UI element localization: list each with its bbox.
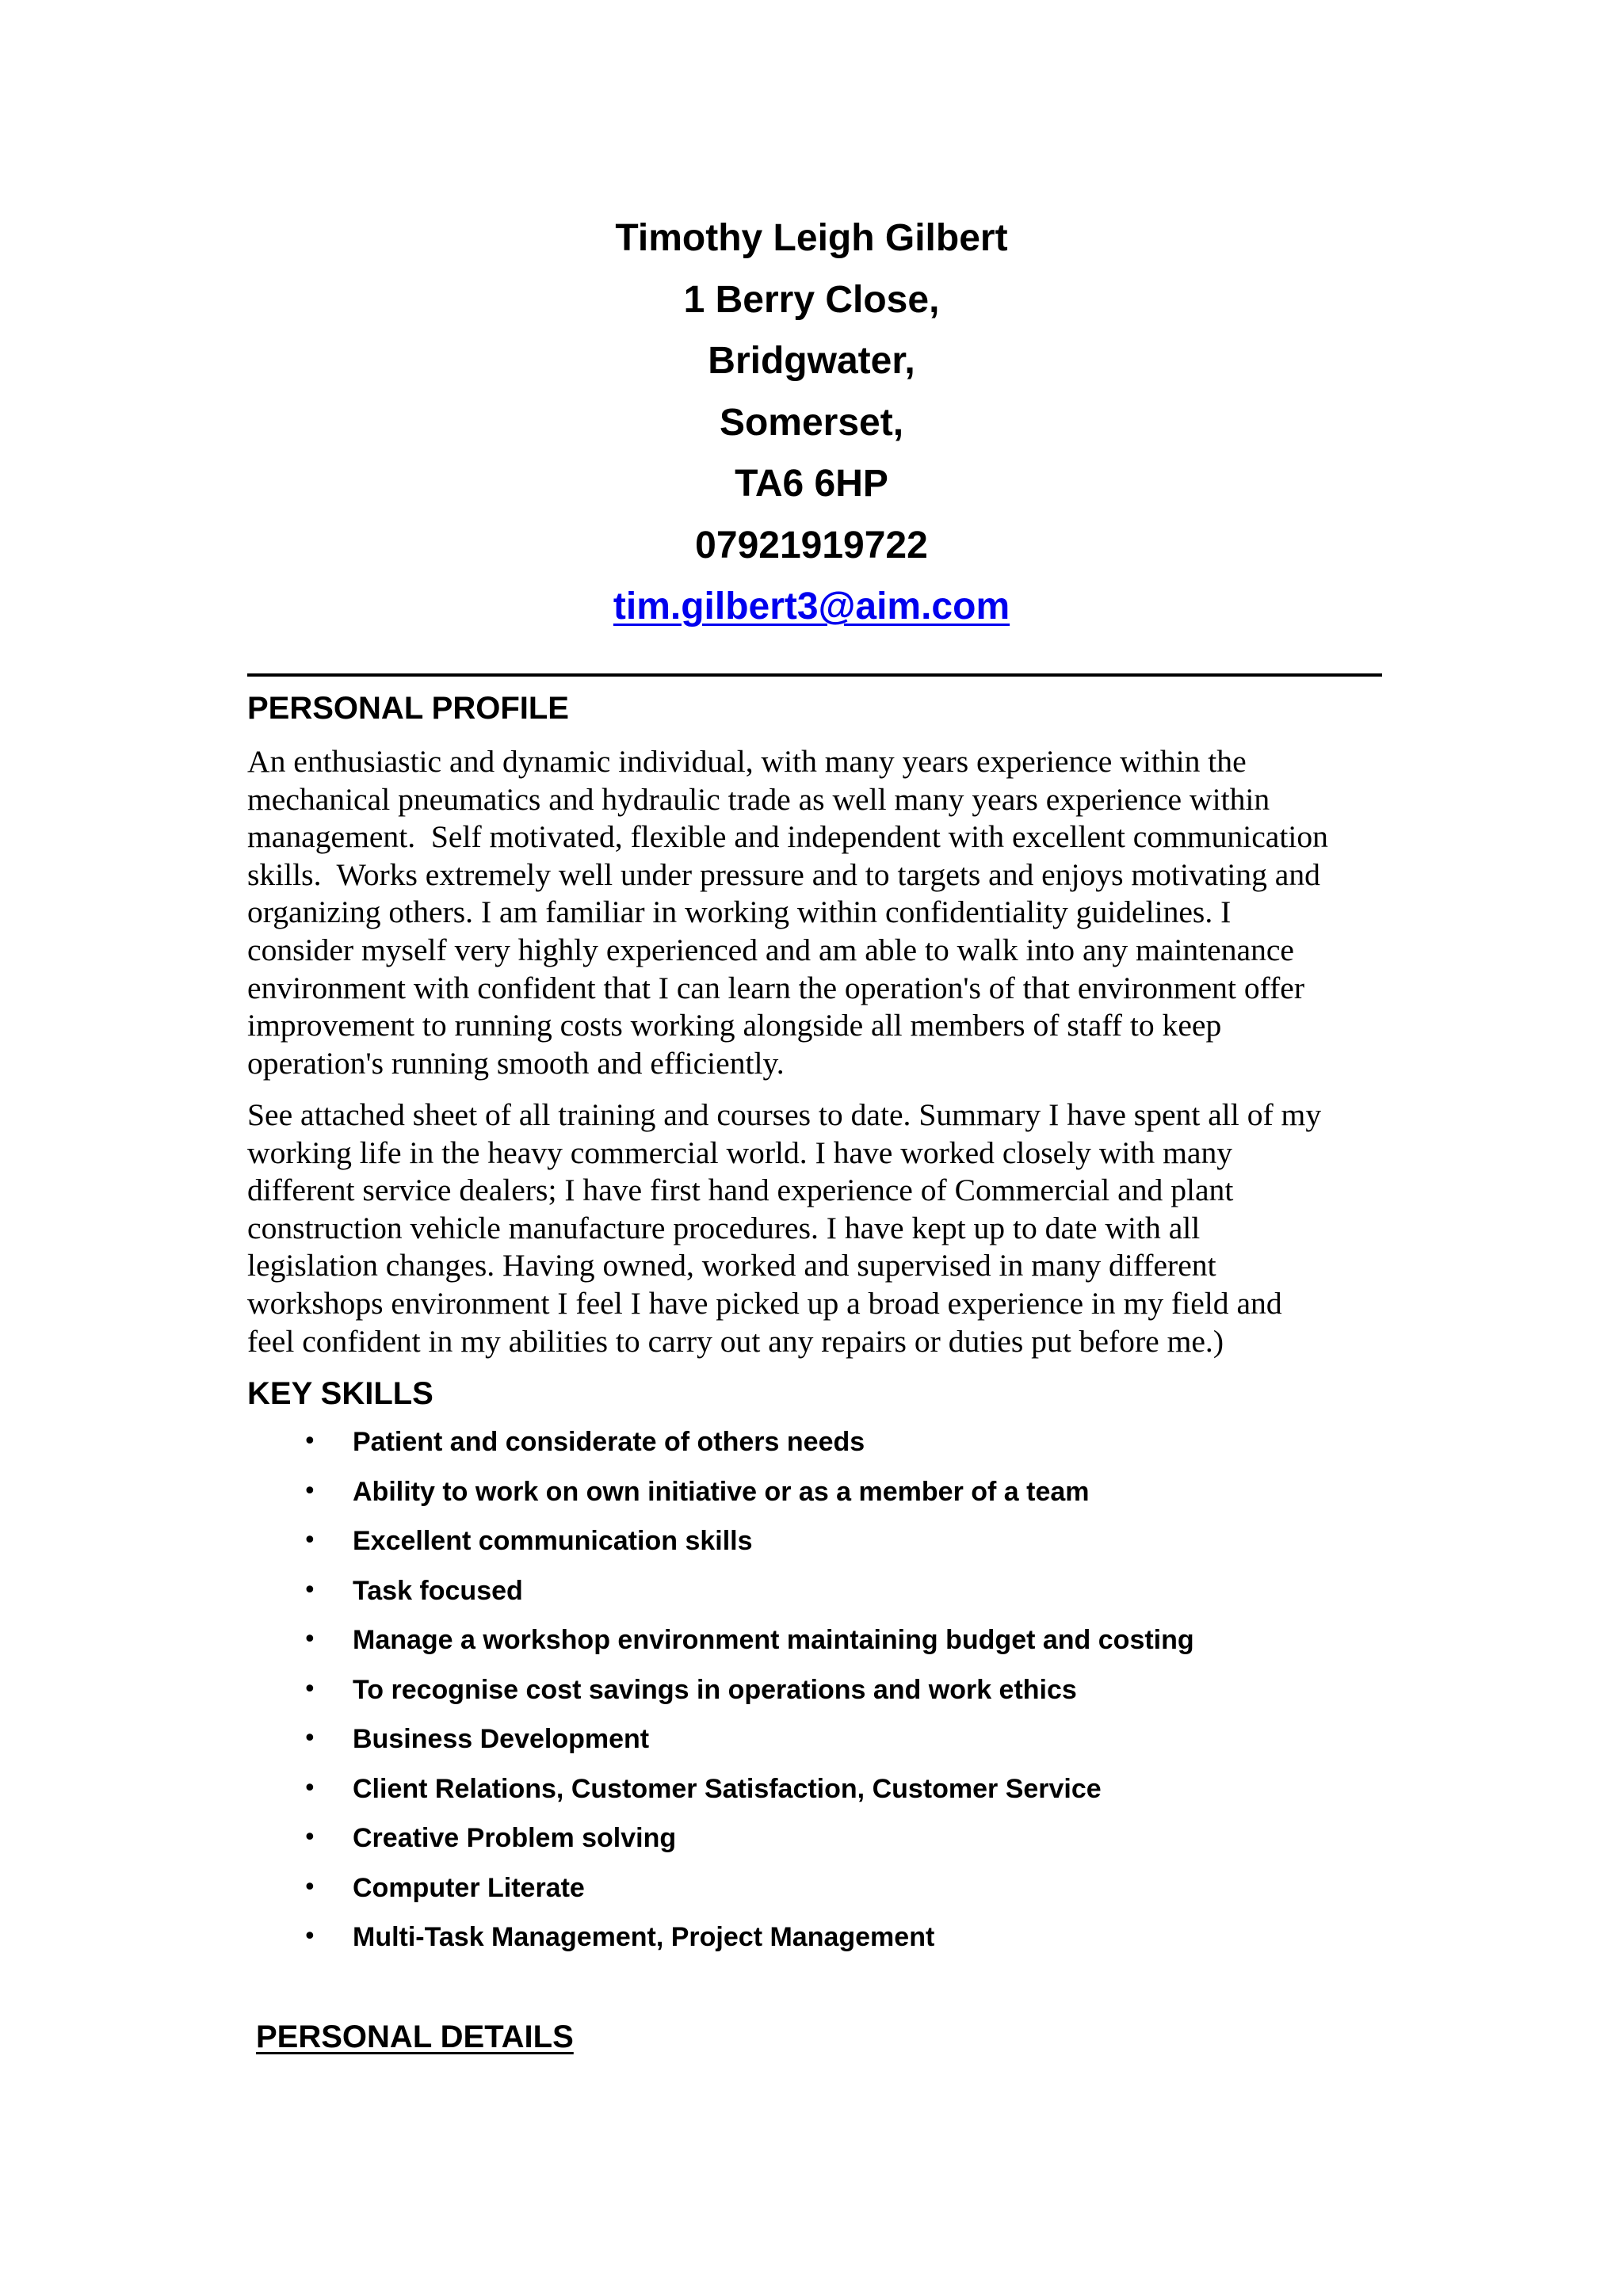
paragraph-line: improvement to running costs working alongside all members of staff to keep xyxy=(247,1008,1222,1043)
email-link[interactable]: tim.gilbert3@aim.com xyxy=(613,585,1010,627)
phone-number: 07921919722 xyxy=(695,524,928,566)
skill-text: Manage a workshop environment maintaining budget and costing xyxy=(353,1625,1194,1655)
personal-details-heading: PERSONAL DETAILS xyxy=(256,2019,574,2054)
bullet-icon: • xyxy=(303,1527,317,1554)
list-item xyxy=(247,1623,1388,1672)
candidate-name: Timothy Leigh Gilbert xyxy=(615,217,1008,259)
paragraph-line: workshops environment I feel I have picked up a broad experience in my field and xyxy=(247,1285,1282,1321)
paragraph-line: management. Self motivated, flexible and independent with excellent communication xyxy=(247,819,1328,855)
bullet-icon: • xyxy=(303,1477,317,1505)
list-item xyxy=(247,1772,1388,1821)
postcode: TA6 6HP xyxy=(735,463,888,505)
skill-text: Task focused xyxy=(353,1575,523,1606)
list-item xyxy=(247,1821,1388,1871)
list-item xyxy=(247,1524,1388,1573)
paragraph-line: consider myself very highly experienced and am able to walk into any maintenance xyxy=(247,932,1294,967)
paragraph-line: An enthusiastic and dynamic individual, with many years experience within the xyxy=(247,744,1247,779)
bullet-icon: • xyxy=(303,1923,317,1951)
bullet-icon: • xyxy=(303,1774,317,1802)
email-line xyxy=(0,576,1623,638)
skill-text: Multi-Task Management, Project Management xyxy=(353,1922,935,1952)
skill-text: Business Development xyxy=(353,1724,650,1754)
paragraph-line: construction vehicle manufacture procedures. I have kept up to date with all xyxy=(247,1210,1201,1245)
skill-text: Computer Literate xyxy=(353,1872,585,1903)
paragraph-line: organizing others. I am familiar in working within confidentiality guidelines. I xyxy=(247,894,1232,930)
list-item xyxy=(247,1871,1388,1920)
contact-header xyxy=(0,208,1623,638)
personal-profile-heading: PERSONAL PROFILE xyxy=(247,691,569,726)
list-item xyxy=(247,1920,1388,1970)
paragraph-line: legislation changes. Having owned, worked and supervised in many different xyxy=(247,1248,1216,1283)
paragraph-line: different service dealers; I have first hand experience of Commercial and plant xyxy=(247,1173,1234,1208)
key-skills-list xyxy=(247,1425,1388,1970)
skill-text: Excellent communication skills xyxy=(353,1526,753,1556)
skill-text: Patient and considerate of others needs xyxy=(353,1427,865,1457)
bullet-icon: • xyxy=(303,1576,317,1604)
list-item xyxy=(247,1672,1388,1722)
bullet-icon: • xyxy=(303,1675,317,1703)
list-item xyxy=(247,1573,1388,1623)
skill-text: Client Relations, Customer Satisfaction, Customer Service xyxy=(353,1773,1102,1804)
bullet-icon: • xyxy=(303,1626,317,1653)
profile-paragraph-1 xyxy=(247,743,1388,1082)
paragraph-line: mechanical pneumatics and hydraulic trade as well many years experience within xyxy=(247,781,1270,817)
bullet-icon: • xyxy=(303,1725,317,1753)
skill-text: To recognise cost savings in operations and work ethics xyxy=(353,1674,1077,1705)
address-line-1: 1 Berry Close, xyxy=(683,278,940,321)
paragraph-line: feel confident in my abilities to carry out any repairs or duties put before me.) xyxy=(247,1323,1224,1359)
profile-paragraph-2 xyxy=(247,1097,1388,1360)
bullet-icon: • xyxy=(303,1873,317,1901)
address-line-3: Somerset, xyxy=(719,401,904,444)
list-item xyxy=(247,1474,1388,1524)
key-skills-heading: KEY SKILLS xyxy=(247,1376,433,1411)
address-line-2: Bridgwater, xyxy=(708,340,915,382)
bullet-icon: • xyxy=(303,1428,317,1455)
paragraph-line: operation's running smooth and efficiently. xyxy=(247,1045,785,1081)
skill-text: Creative Problem solving xyxy=(353,1823,677,1853)
list-item xyxy=(247,1425,1388,1474)
paragraph-line: See attached sheet of all training and courses to date. Summary I have spent all of my xyxy=(247,1097,1322,1132)
header-divider xyxy=(247,673,1382,677)
list-item xyxy=(247,1722,1388,1772)
bullet-icon: • xyxy=(303,1824,317,1852)
paragraph-line: working life in the heavy commercial world. I have worked closely with many xyxy=(247,1135,1233,1170)
paragraph-line: skills. Works extremely well under pressure and to targets and enjoys motivating and xyxy=(247,856,1320,892)
skill-text: Ability to work on own initiative or as a member of a team xyxy=(353,1476,1090,1507)
paragraph-line: environment with confident that I can learn the operation's of that environment offer xyxy=(247,970,1305,1005)
